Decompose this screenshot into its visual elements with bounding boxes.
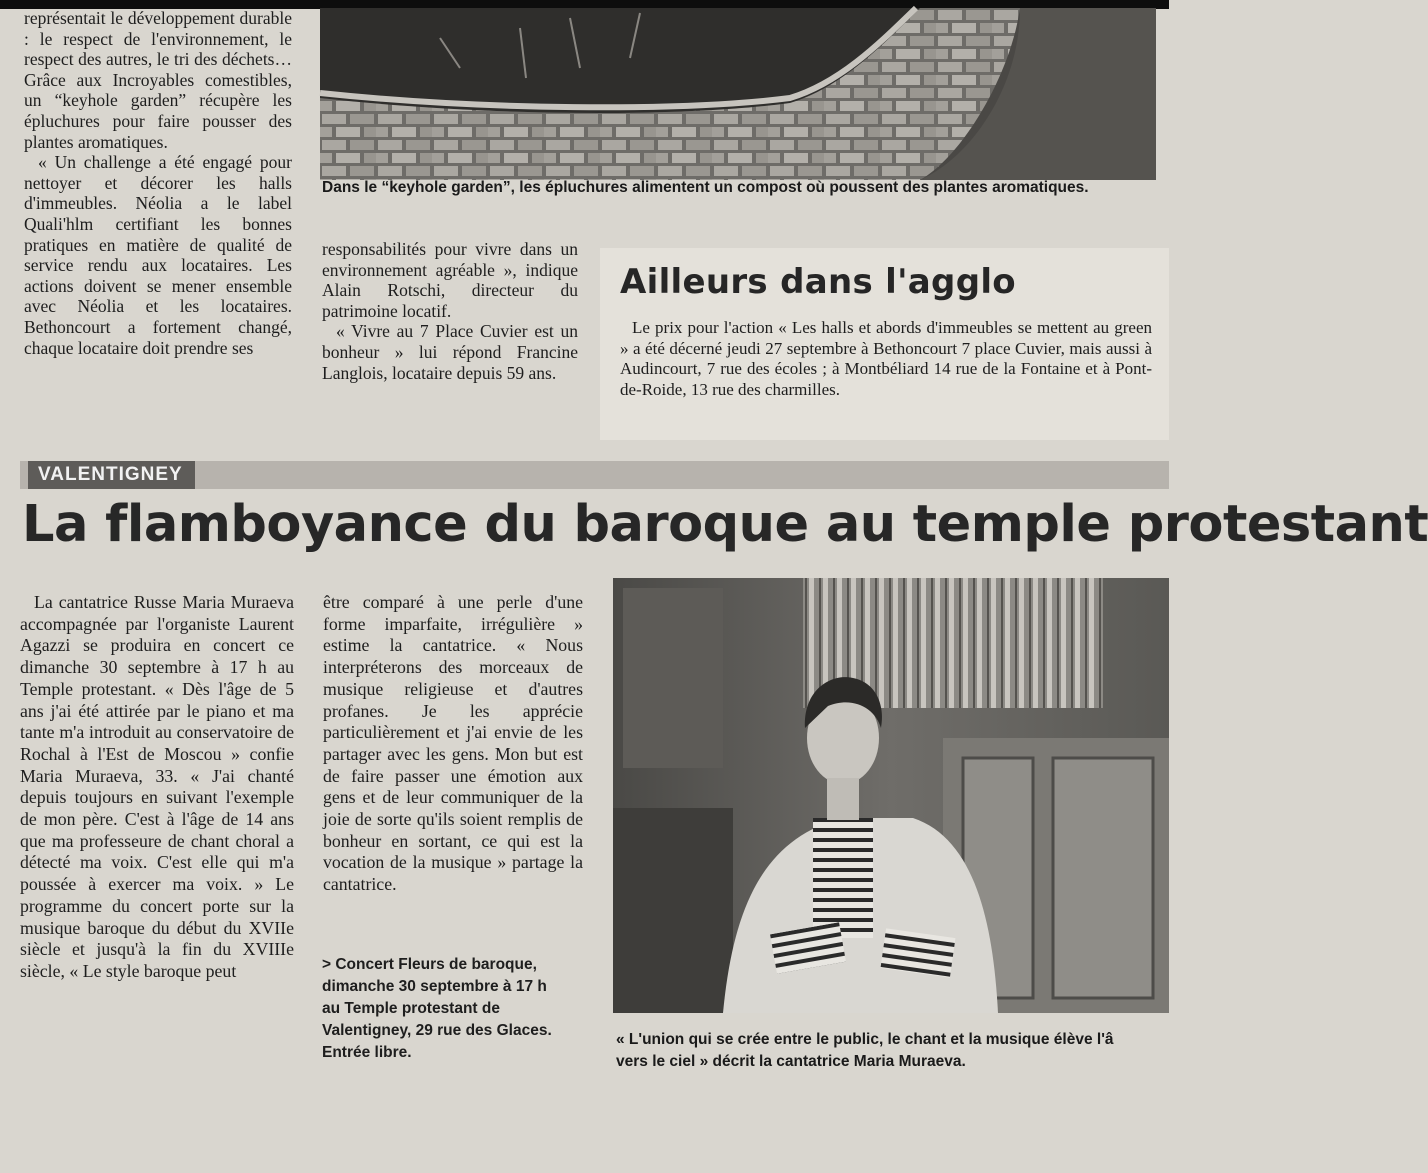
singer-caption-line-2: vers le ciel » décrit la cantatrice Maria Muraeva.: [616, 1053, 966, 1070]
infobox-line-3: au Temple protestant de: [322, 1000, 500, 1017]
top-middle-column: [322, 239, 578, 383]
top-middle-para-1: responsabilités pour vivre dans un environnement agréable », indique Alain Rotschi, directeur du patrimoine locatif.: [322, 239, 578, 321]
article-col1-text: La cantatrice Russe Maria Muraeva accompagnée par l'organiste Laurent Agazzi se produira en concert ce dimanche 30 septembre à 17 h au Temple protestant. « Dès l'âge de 5 ans j'ai été attirée par le piano et ma tante m'a introduit au conservatoire de Rochal à l'Est de Moscou » confie Maria Muraeva, 33. « J'ai chanté depuis toujours en suivant l'exemple de mon père. C'est à l'âge de 14 ans que ma professeure de chant choral a détecté ma voix. C'est elle qui m'a poussée à exercer ma voix. » Le programme du concert porte sur la musique baroque du début du XVIIe siècle et jusqu'à la fin du XVIIIe siècle, « Le style baroque peut: [20, 592, 294, 981]
article-col2-text: être comparé à une perle d'une forme imparfaite, irrégulière » estime la cantatrice. « Nous interpréterons des morceaux de musique religieuse et d'autres profanes. Je les apprécie particulièrement et j'ai envie de les partager avec les gens. Mon but est de faire passer une émotion aux gens et de leur communiquer de la joie de sorte qu'ils soient remplis de bonheur en sortant, ce qui est la vocation de la musique » partage la cantatrice.: [323, 592, 583, 895]
infobox-line-4: Valentigney, 29 rue des Glaces.: [322, 1022, 552, 1039]
singer-caption-line-1: « L'union qui se crée entre le public, le chant et la musique élève l'â: [616, 1031, 1114, 1048]
infobox-line-1: > Concert Fleurs de baroque,: [322, 956, 537, 973]
article-column-2: [323, 592, 583, 896]
top-middle-para-2: « Vivre au 7 Place Cuvier est un bonheur » lui répond Francine Langlois, locataire depuis 59 ans.: [322, 321, 578, 383]
top-left-column: [24, 8, 292, 358]
keyhole-photo-caption: Dans le “keyhole garden”, les épluchures alimentent un compost où poussent des plantes aromatiques.: [322, 179, 1089, 196]
ailleurs-title: Ailleurs dans l'agglo: [620, 262, 1016, 302]
article-column-1: [20, 592, 294, 983]
article-headline: La flamboyance du baroque au temple protestant: [22, 495, 1428, 554]
top-left-para-1: représentait le développement durable : le respect de l'environnement, le respect des autres, le tri des déchets… Grâce aux Incroyables comestibles, un “keyhole garden” récupère les épluchures pour faire pousser des plantes aromatiques.: [24, 8, 292, 152]
infobox-line-2: dimanche 30 septembre à 17 h: [322, 978, 547, 995]
ailleurs-body: Le prix pour l'action « Les halls et abords d'immeubles se mettent au green » a été décerné jeudi 27 septembre à Bethoncourt 7 place Cuvier, mais aussi à Audincourt, 7 rue des écoles ; à Montbéliard 14 rue de la Fontaine et à Pont-de-Roide, 13 rue des charmilles.: [620, 318, 1152, 399]
singer-photo: [613, 578, 1169, 1013]
infobox-line-5: Entrée libre.: [322, 1044, 412, 1061]
top-left-para-2: « Un challenge a été engagé pour nettoyer et décorer les halls d'immeubles. Néolia a le label Quali'hlm certifiant les bonnes pratiques en matière de qualité de service rendu aux locataires. Les actions doivent se mener ensemble avec Néolia et les locataires. Bethoncourt a fortement changé, chaque locataire doit prendre ses: [24, 152, 292, 358]
keyhole-garden-photo: [320, 8, 1156, 180]
concert-infobox: [322, 954, 584, 1064]
section-label: VALENTIGNEY: [28, 461, 195, 489]
